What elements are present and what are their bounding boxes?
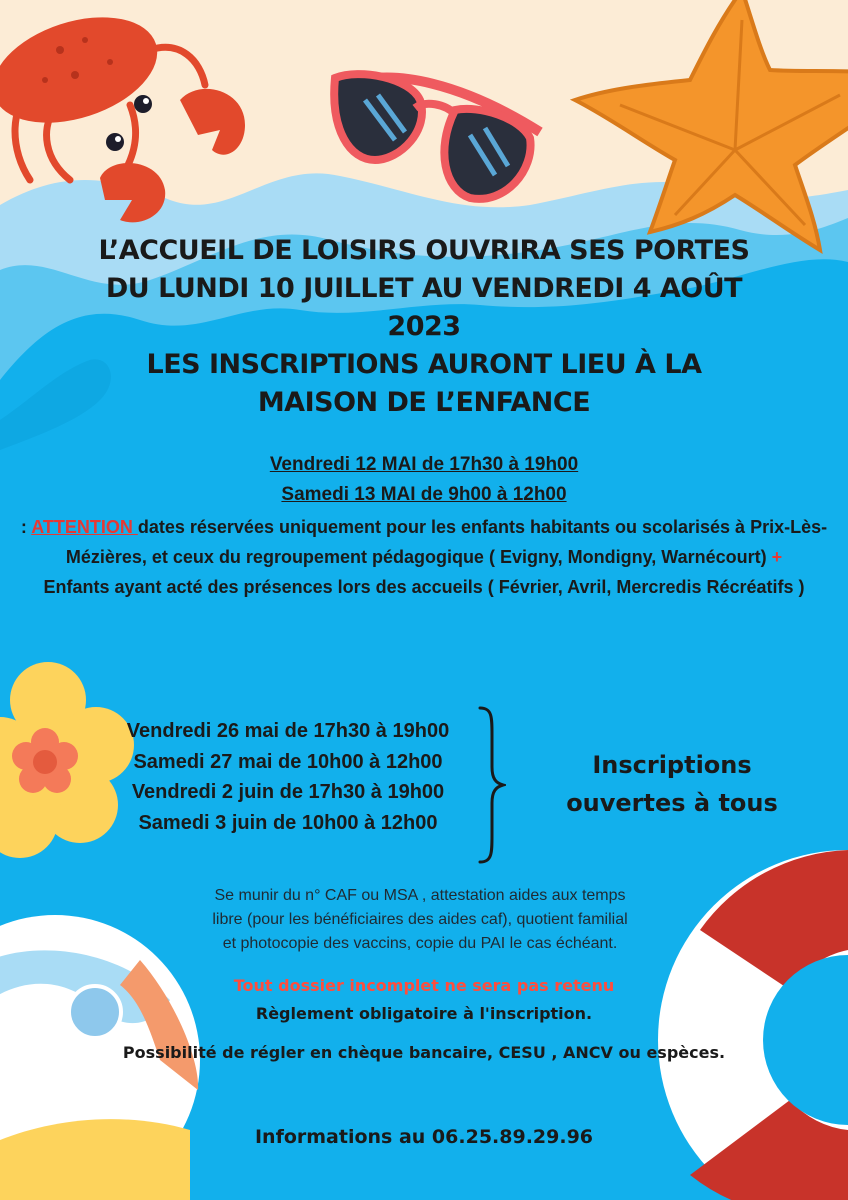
title-line-4: LES INSCRIPTIONS AURONT LIEU À LA	[146, 349, 702, 380]
documents-line-2: libre (pour les bénéficiaires des aides caf), quotient familial	[212, 911, 628, 928]
open-date-item: Samedi 3 juin de 10h00 à 12h00	[138, 811, 438, 834]
attention-label: ATTENTION	[31, 517, 138, 537]
title-line-1: L’ACCUEIL DE LOISIRS OUVRIRA SES PORTES	[98, 235, 750, 266]
title-line-3: 2023	[387, 311, 461, 342]
curly-brace-icon	[476, 705, 506, 865]
open-date-item: Vendredi 26 mai de 17h30 à 19h00	[126, 720, 450, 742]
open-date-item: Samedi 27 mai de 10h00 à 12h00	[133, 750, 443, 773]
open-registration-label	[540, 746, 804, 822]
reserved-date-1: Vendredi 12 MAI de 17h30 à 19h00	[269, 454, 579, 475]
incomplete-file-warning: Tout dossier incomplet ne sera pas retenu	[233, 976, 615, 995]
required-documents	[160, 884, 680, 956]
open-label-line-1: Inscriptions	[592, 751, 752, 779]
attention-notice	[20, 512, 828, 602]
title-line-5: MAISON DE L’ENFANCE	[257, 387, 591, 418]
documents-line-1: Se munir du n° CAF ou MSA , attestation aides aux temps	[214, 887, 626, 904]
payment-required: Règlement obligatoire à l'inscription.	[255, 1004, 593, 1023]
plus-sign: +	[766, 547, 783, 567]
attention-prefix: :	[20, 517, 32, 537]
title-line-2: DU LUNDI 10 JUILLET AU VENDREDI 4 AOÛT	[105, 273, 743, 304]
open-date-item: Vendredi 2 juin de 17h30 à 19h00	[131, 781, 445, 803]
contact-information: Informations au 06.25.89.29.96	[254, 1126, 594, 1148]
documents-line-3: et photocopie des vaccins, copie du PAI le cas échéant.	[222, 935, 618, 952]
attention-text-1: dates réservées uniquement pour les enfants habitants ou scolarisés à Prix-Lès-Mézières, et ceux du regroupement pédagogique ( Evigny, Mondigny, Warnécourt)	[65, 517, 828, 567]
reserved-dates	[0, 450, 848, 510]
open-label-line-2: ouvertes à tous	[566, 789, 778, 817]
attention-text-2: Enfants ayant acté des présences lors des accueils ( Février, Avril, Mercredis Récréatifs )	[43, 577, 805, 597]
payment-methods: Possibilité de régler en chèque bancaire, CESU , ANCV ou espèces.	[122, 1043, 726, 1062]
main-title	[60, 232, 788, 422]
reserved-date-2: Samedi 13 MAI de 9h00 à 12h00	[281, 484, 567, 505]
open-dates-list	[78, 716, 498, 838]
